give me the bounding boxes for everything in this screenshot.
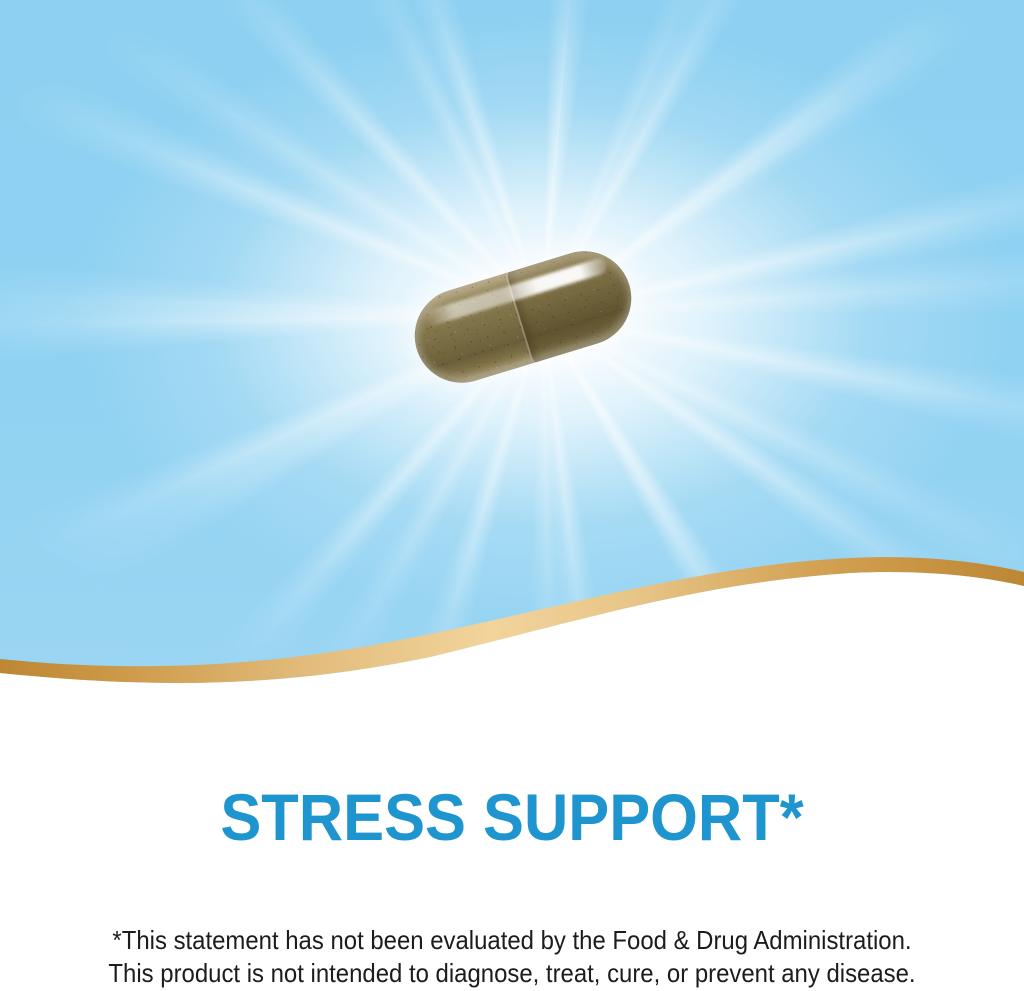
text-panel (0, 700, 1024, 991)
gold-swoosh-divider (0, 540, 1024, 700)
fda-disclaimer (41, 924, 983, 989)
disclaimer-line-2: This product is not intended to diagnose, treat, cure, or prevent any disease. (108, 957, 916, 988)
headline: STRESS SUPPORT* (220, 780, 804, 854)
disclaimer-line-1: *This statement has not been evaluated by the Food & Drug Administration. (112, 925, 912, 955)
